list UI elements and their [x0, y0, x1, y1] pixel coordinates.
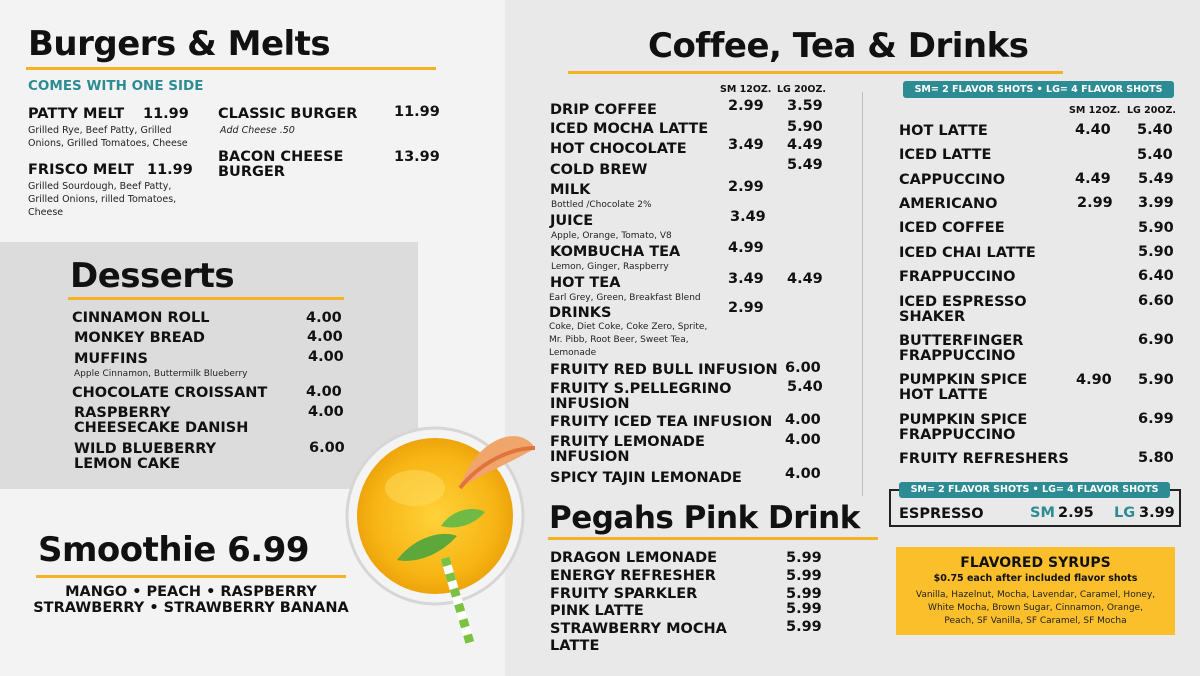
pink-drink-underline — [548, 537, 878, 540]
menu-item-name: ENERGY REFRESHER — [550, 568, 716, 584]
menu-item-price: 11.99 — [147, 162, 193, 178]
menu-item-price: 4.00 — [306, 384, 342, 400]
menu-item-price-large: 4.49 — [787, 271, 823, 287]
menu-item-name-line2: LATTE — [550, 638, 600, 654]
menu-item-name-line2: FRAPPUCCINO — [899, 348, 1016, 364]
coffee-title: Coffee, Tea & Drinks — [648, 26, 1029, 66]
menu-item-name-line2: CHEESECAKE DANISH — [74, 420, 249, 436]
syrups-list-line2: White Mocha, Brown Sugar, Cinnamon, Orange, — [928, 603, 1143, 613]
smoothie-title: Smoothie 6.99 — [38, 530, 310, 570]
menu-item-name-line2: INFUSION — [550, 449, 630, 465]
burgers-title: Burgers & Melts — [28, 24, 331, 64]
menu-item-desc: Apple Cinnamon, Buttermilk Blueberry — [74, 369, 248, 379]
menu-item-name: PATTY MELT — [28, 106, 125, 122]
menu-item-price-small: 4.99 — [728, 240, 764, 256]
smoothie-underline — [36, 575, 346, 578]
menu-item-price-small: 3.49 — [728, 137, 764, 153]
menu-item-desc: Earl Grey, Green, Breakfast Blend — [549, 293, 701, 303]
menu-item-price-large: 5.90 — [787, 119, 823, 135]
menu-item-price-small: 3.49 — [728, 271, 764, 287]
menu-item-name: PUMPKIN SPICE — [899, 412, 1028, 428]
menu-item-price: 5.99 — [786, 601, 822, 617]
menu-item-price: 6.00 — [785, 360, 821, 376]
menu-item-price-large: 4.49 — [787, 137, 823, 153]
menu-item-price: 4.00 — [785, 466, 821, 482]
menu-item-desc: Grilled Rye, Beef Patty, Grilled — [28, 125, 172, 136]
menu-item-desc: Coke, Diet Coke, Coke Zero, Sprite, — [549, 322, 708, 332]
menu-item-name-line2: SHAKER — [899, 309, 966, 325]
menu-item-price: 4.00 — [307, 329, 343, 345]
menu-item-name: ICED CHAI LATTE — [899, 245, 1036, 261]
burgers-underline — [26, 67, 436, 70]
coffee-underline — [568, 71, 1063, 74]
menu-item-price-large: 5.40 — [1137, 147, 1173, 163]
menu-item-name: FRUITY ICED TEA INFUSION — [550, 414, 773, 430]
pink-drink-title: Pegahs Pink Drink — [549, 500, 860, 536]
menu-item-price-large: 5.90 — [1138, 244, 1174, 260]
menu-item-price: 5.99 — [786, 568, 822, 584]
menu-item-price-large: 5.49 — [787, 157, 823, 173]
menu-item-name: COLD BREW — [550, 162, 648, 178]
menu-item-name: PINK LATTE — [550, 603, 644, 619]
menu-item-price: 11.99 — [143, 106, 189, 122]
menu-item-price: 4.00 — [306, 310, 342, 326]
menu-item-name: FRUITY S.PELLEGRINO — [550, 381, 732, 397]
menu-item-price-large: 5.90 — [1138, 220, 1174, 236]
menu-item-price-small: 4.90 — [1076, 372, 1112, 388]
menu-item-price-small: 2.99 — [728, 179, 764, 195]
menu-item-desc: Grilled Sourdough, Beef Patty, — [28, 181, 172, 192]
menu-item-price-small: 2.99 — [728, 300, 764, 316]
espresso-lg-label: LG — [1114, 505, 1136, 521]
menu-item-price-large: 5.80 — [1138, 450, 1174, 466]
menu-item-desc: Cheese — [28, 207, 64, 218]
menu-item-desc: Onions, Grilled Tomatoes, Cheese — [28, 138, 188, 149]
espresso-flavor-note: SM= 2 FLAVOR SHOTS • LG= 4 FLAVOR SHOTS — [899, 482, 1170, 498]
menu-item-price-small: 2.99 — [1077, 195, 1113, 211]
column-header-small: SM 12OZ. — [720, 84, 772, 95]
syrups-list-line1: Vanilla, Hazelnut, Mocha, Lavendar, Caramel, Honey, — [915, 590, 1156, 600]
menu-item-name: PUMPKIN SPICE — [899, 372, 1028, 388]
menu-item-name: WILD BLUEBERRY — [74, 441, 217, 457]
column-divider — [862, 92, 863, 496]
menu-item-price: 5.99 — [786, 586, 822, 602]
menu-item-name: MONKEY BREAD — [74, 330, 205, 346]
menu-item-name-line2: BURGER — [218, 164, 285, 180]
syrups-subtitle: $0.75 each after included flavor shots — [933, 573, 1138, 584]
menu-item-price: 13.99 — [394, 149, 440, 165]
menu-item-name: BACON CHEESE — [218, 149, 344, 165]
menu-item-name: HOT CHOCOLATE — [550, 141, 687, 157]
menu-item-price-large: 3.59 — [787, 98, 823, 114]
menu-item-price-large: 5.40 — [1137, 122, 1173, 138]
menu-item-name: RASPBERRY — [74, 405, 171, 421]
menu-item-name: ICED MOCHA LATTE — [550, 121, 709, 137]
flavor-shots-note: SM= 2 FLAVOR SHOTS • LG= 4 FLAVOR SHOTS — [903, 81, 1174, 98]
menu-item-name: CAPPUCCINO — [899, 172, 1006, 188]
menu-item-name-line2: LEMON CAKE — [74, 456, 181, 472]
menu-item-price-large: 6.60 — [1138, 293, 1174, 309]
menu-item-price: 5.40 — [787, 379, 823, 395]
menu-item-name: CLASSIC BURGER — [218, 106, 358, 122]
menu-item-name-line2: FRAPPUCCINO — [899, 427, 1016, 443]
menu-item-price-large: 6.90 — [1138, 332, 1174, 348]
menu-item-price: 5.99 — [786, 550, 822, 566]
espresso-lg-price: 3.99 — [1139, 505, 1175, 521]
menu-item-name: HOT TEA — [550, 275, 621, 291]
menu-item-name: FRAPPUCCINO — [899, 269, 1016, 285]
menu-item-price: 4.00 — [785, 432, 821, 448]
menu-item-price: 5.99 — [786, 619, 822, 635]
menu-item-price: 6.00 — [309, 440, 345, 456]
menu-item-name: FRUITY RED BULL INFUSION — [550, 362, 778, 378]
menu-item-name: FRISCO MELT — [28, 162, 134, 178]
menu-item-note: Add Cheese .50 — [220, 125, 295, 136]
syrups-list-line3: Peach, SF Vanilla, SF Caramel, SF Mocha — [944, 616, 1127, 626]
menu-item-price: 4.00 — [308, 349, 344, 365]
menu-item-name-line2: HOT LATTE — [899, 387, 988, 403]
menu-item-name: CHOCOLATE CROISSANT — [72, 385, 268, 401]
menu-item-name: DRIP COFFEE — [550, 102, 657, 118]
menu-item-desc: Grilled Onions, rilled Tomatoes, — [28, 194, 177, 205]
menu-item-name: KOMBUCHA TEA — [550, 244, 681, 260]
menu-item-name: HOT LATTE — [899, 123, 988, 139]
desserts-title: Desserts — [70, 256, 235, 296]
menu-item-price-large: 5.90 — [1138, 372, 1174, 388]
smoothie-flavors-line1: MANGO • PEACH • RASPBERRY — [65, 584, 317, 600]
syrups-title: FLAVORED SYRUPS — [960, 555, 1111, 571]
column-header-small: SM 12OZ. — [1069, 105, 1121, 116]
menu-item-price: 11.99 — [394, 104, 440, 120]
menu-item-name: DRAGON LEMONADE — [550, 550, 718, 566]
smoothie-cup-image — [345, 418, 535, 648]
menu-item-price-small: 2.99 — [728, 98, 764, 114]
menu-item-name: ICED COFFEE — [899, 220, 1005, 236]
menu-item-desc: Mr. Pibb, Root Beer, Sweet Tea, — [549, 335, 689, 345]
menu-item-name: AMERICANO — [899, 196, 998, 212]
menu-item-name: STRAWBERRY MOCHA — [550, 621, 727, 637]
column-header-large: LG 20OZ. — [1127, 105, 1176, 116]
menu-item-name: SPICY TAJIN LEMONADE — [550, 470, 742, 486]
column-header-large: LG 20OZ. — [777, 84, 826, 95]
menu-item-desc: Apple, Orange, Tomato, V8 — [551, 231, 672, 241]
menu-item-name: DRINKS — [549, 305, 612, 321]
espresso-sm-price: 2.95 — [1058, 505, 1094, 521]
espresso-sm-label: SM — [1030, 505, 1055, 521]
menu-item-name-line2: INFUSION — [550, 396, 630, 412]
menu-item-name: ESPRESSO — [899, 506, 984, 522]
menu-item-name: CINNAMON ROLL — [72, 310, 210, 326]
menu-item-price: 4.00 — [785, 412, 821, 428]
menu-item-name: ICED LATTE — [899, 147, 992, 163]
menu-item-name: BUTTERFINGER — [899, 333, 1024, 349]
menu-item-price-large: 5.49 — [1138, 171, 1174, 187]
menu-item-name: ICED ESPRESSO — [899, 294, 1027, 310]
burgers-subtitle: COMES WITH ONE SIDE — [28, 78, 204, 94]
menu-item-name: MILK — [550, 182, 591, 198]
menu-item-name: JUICE — [550, 213, 594, 229]
menu-item-price-small: 3.49 — [730, 209, 766, 225]
menu-item-price-small: 4.40 — [1075, 122, 1111, 138]
desserts-underline — [68, 297, 344, 300]
menu-item-price: 4.00 — [308, 404, 344, 420]
menu-item-price-small: 4.49 — [1075, 171, 1111, 187]
menu-item-desc: Bottled /Chocolate 2% — [551, 200, 652, 210]
menu-item-price-large: 6.99 — [1138, 411, 1174, 427]
menu-item-price-large: 6.40 — [1138, 268, 1174, 284]
menu-item-price-large: 3.99 — [1138, 195, 1174, 211]
menu-item-name: FRUITY LEMONADE — [550, 434, 705, 450]
smoothie-flavors-line2: STRAWBERRY • STRAWBERRY BANANA — [33, 600, 349, 616]
menu-item-name: MUFFINS — [74, 351, 148, 367]
menu-item-desc: Lemonade — [549, 348, 597, 358]
menu-item-name: FRUITY REFRESHERS — [899, 451, 1069, 467]
menu-item-desc: Lemon, Ginger, Raspberry — [551, 262, 669, 272]
menu-item-name: FRUITY SPARKLER — [550, 586, 698, 602]
